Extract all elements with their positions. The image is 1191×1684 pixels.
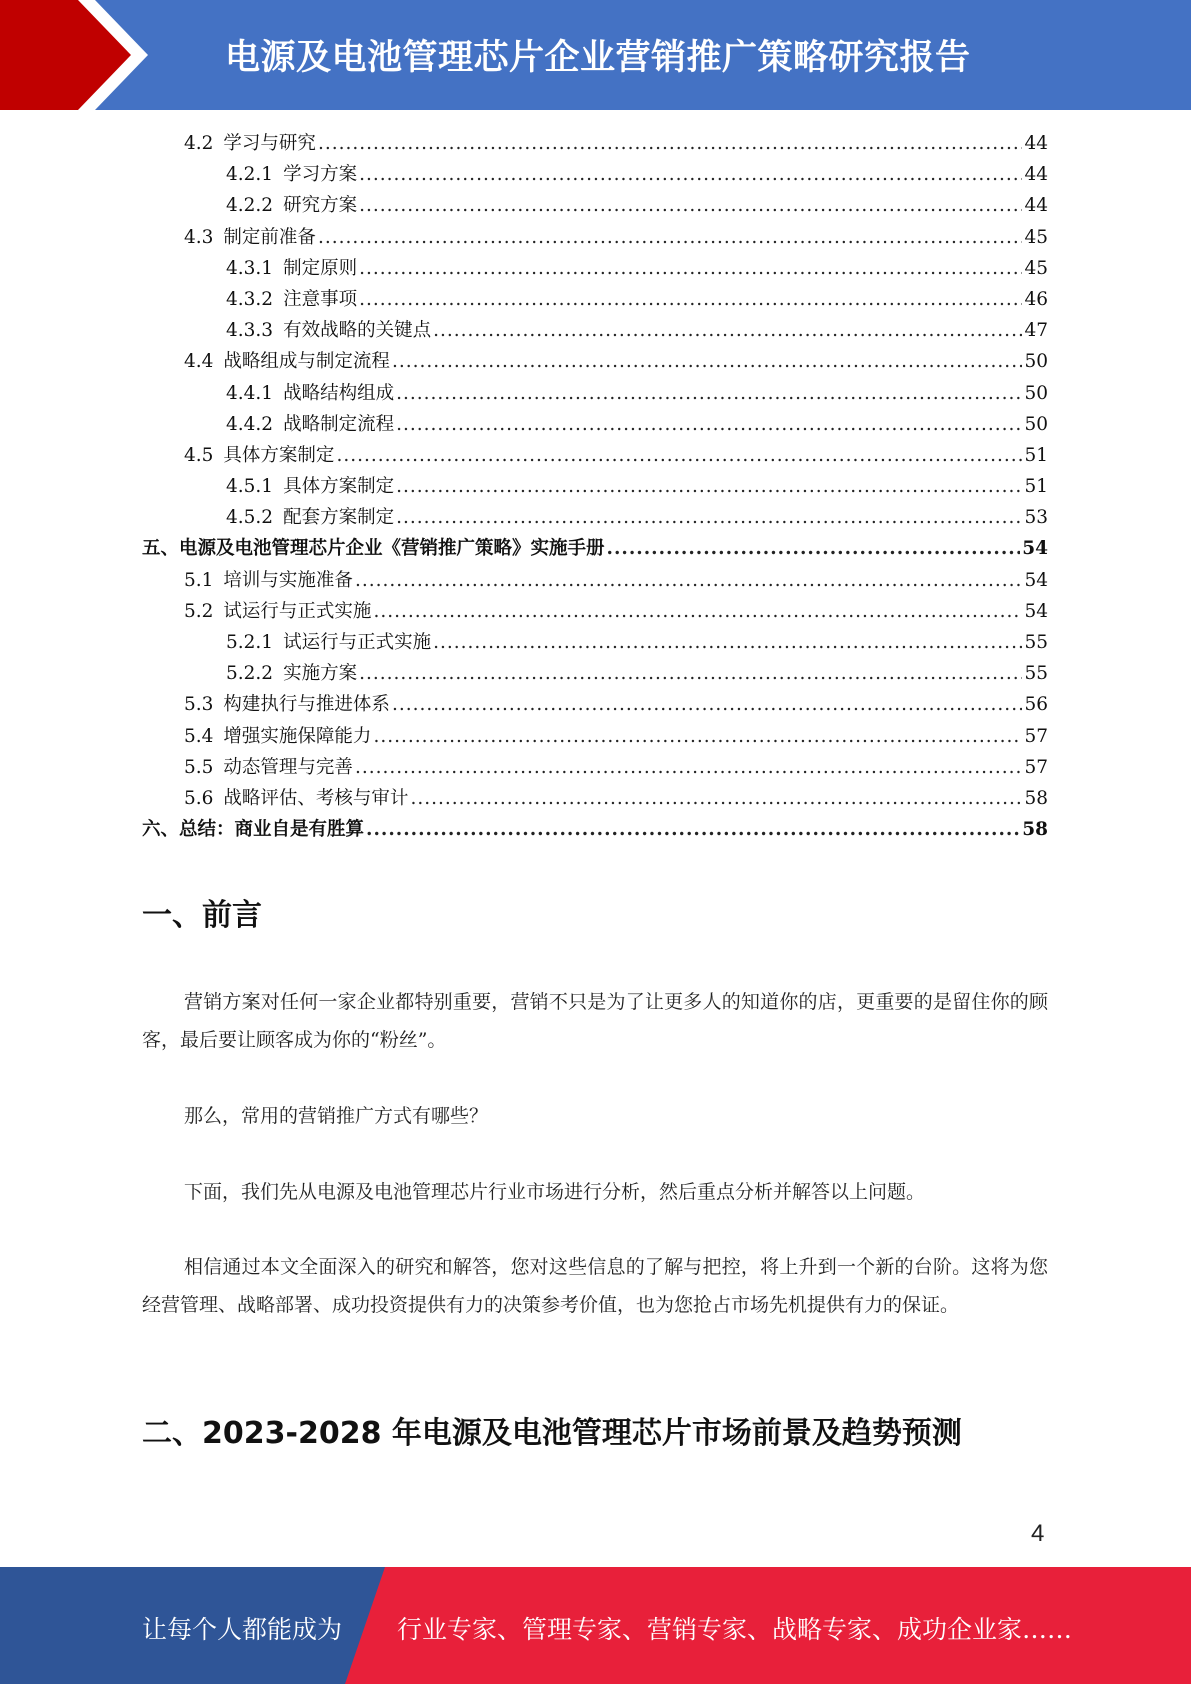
toc-entry-page: 53	[1024, 507, 1048, 529]
toc-entry-title: 学习方案	[283, 164, 358, 186]
page-number: 4	[1031, 1520, 1045, 1547]
toc-entry-title: 六、总结：商业自是有胜算	[142, 819, 365, 841]
toc-entry-number: 4.2.2	[226, 195, 274, 217]
toc-entry-title: 实施方案	[283, 663, 358, 685]
toc-entry-page: 56	[1024, 694, 1048, 716]
toc-entry[interactable]	[142, 409, 1048, 440]
toc-entry-number: 4.4	[184, 351, 214, 373]
toc-dot-leader	[396, 502, 1022, 533]
toc-entry[interactable]	[142, 596, 1048, 627]
toc-entry-title: 制定前准备	[223, 226, 316, 248]
toc-entry-number: 5.2.1	[226, 632, 274, 653]
toc-entry-page: 55	[1024, 632, 1048, 653]
toc-entry-title: 配套方案制定	[283, 507, 395, 529]
toc-dot-leader	[392, 346, 1023, 377]
toc-entry-title: 学习与研究	[223, 133, 316, 154]
toc-dot-leader	[355, 752, 1023, 783]
toc-entry-title: 试运行与正式实施	[283, 632, 432, 653]
toc-entry-number: 5.2	[184, 600, 214, 622]
toc-entry[interactable]	[142, 658, 1048, 689]
toc-entry-page: 51	[1024, 476, 1048, 498]
toc-entry[interactable]	[142, 627, 1048, 658]
toc-dot-leader	[366, 814, 1020, 845]
paragraph-question: 那么，常用的营销推广方式有哪些？	[184, 1105, 489, 1127]
toc-dot-leader	[433, 627, 1022, 658]
toc-entry-number: 4.5.2	[226, 507, 274, 529]
toc-entry-page: 44	[1024, 164, 1048, 186]
toc-entry[interactable]	[142, 502, 1048, 533]
toc-entry-number: 4.2	[184, 133, 214, 154]
toc-entry-page: 58	[1022, 819, 1048, 841]
toc-entry[interactable]	[142, 159, 1048, 190]
toc-entry-page: 45	[1024, 226, 1048, 248]
toc-dot-leader	[318, 222, 1023, 253]
toc-entry-title: 试运行与正式实施	[223, 600, 372, 622]
toc-entry[interactable]	[142, 253, 1048, 284]
toc-entry[interactable]	[142, 565, 1048, 596]
toc-entry-number: 4.3.2	[226, 288, 274, 310]
toc-entry-number: 4.3	[184, 226, 214, 248]
toc-entry-title: 具体方案制定	[283, 476, 395, 498]
toc-entry[interactable]	[142, 315, 1048, 346]
toc-entry-number: 4.3.3	[226, 320, 274, 342]
paragraph-value-statement: 相信通过本文全面深入的研究和解答，您对这些信息的了解与把控，将上升到一个新的台阶。这将为您经营管理、战略部署、成功投资提供有力的决策参考价值，也为您抢占市场先机提供有力的保证。	[142, 1256, 1048, 1316]
toc-entry-title: 具体方案制定	[223, 444, 335, 466]
page-footer	[0, 1567, 1191, 1684]
toc-entry-page: 58	[1024, 787, 1048, 809]
page-header	[0, 0, 1191, 110]
header-title: 电源及电池管理芯片企业营销推广策略研究报告	[225, 38, 971, 78]
toc-dot-leader	[396, 409, 1022, 440]
heading-market-forecast: 二、2023-2028 年电源及电池管理芯片市场前景及趋势预测	[142, 1416, 962, 1451]
paragraph-marketing-importance: 营销方案对任何一家企业都特别重要，营销不只是为了让更多人的知道你的店，更重要的是留住你的顾客，最后要让顾客成为你的“粉丝”。	[142, 991, 1048, 1051]
toc-entry-page: 44	[1024, 133, 1048, 154]
toc-entry[interactable]	[142, 378, 1048, 409]
toc-dot-leader	[318, 128, 1023, 159]
toc-entry-page: 54	[1022, 538, 1048, 560]
toc-entry-page: 50	[1024, 382, 1048, 404]
toc-entry-number: 5.4	[184, 725, 214, 747]
toc-dot-leader	[396, 378, 1022, 409]
toc-entry-number: 4.3.1	[226, 257, 274, 279]
toc-entry-page: 50	[1024, 351, 1048, 373]
toc-entry-number: 4.5	[184, 444, 214, 466]
toc-dot-leader	[373, 596, 1022, 627]
toc-entry-page: 46	[1024, 288, 1048, 310]
toc-entry[interactable]	[142, 471, 1048, 502]
toc-entry-title: 动态管理与完善	[223, 756, 353, 778]
toc-dot-leader	[607, 533, 1021, 564]
toc-entry-number: 5.5	[184, 756, 214, 778]
toc-entry[interactable]	[142, 440, 1048, 471]
toc-entry-title: 战略结构组成	[283, 382, 395, 404]
toc-entry-page: 54	[1024, 600, 1048, 622]
toc-entry-number: 5.3	[184, 694, 214, 716]
toc-entry[interactable]	[142, 533, 1048, 564]
toc-dot-leader	[355, 565, 1023, 596]
toc-entry-page: 44	[1024, 195, 1048, 217]
toc-entry[interactable]	[142, 752, 1048, 783]
toc-entry[interactable]	[142, 689, 1048, 720]
toc-entry-title: 注意事项	[283, 288, 358, 310]
toc-entry-number: 4.4.2	[226, 413, 274, 435]
header-arrow-graphic	[0, 0, 160, 110]
toc-entry-page: 47	[1024, 320, 1048, 342]
toc-entry[interactable]	[142, 284, 1048, 315]
toc-dot-leader	[359, 159, 1022, 190]
toc-entry-page: 57	[1024, 756, 1048, 778]
toc-entry-title: 制定原则	[283, 257, 358, 279]
toc-entry-number: 5.1	[184, 569, 214, 591]
toc-dot-leader	[359, 284, 1022, 315]
toc-dot-leader	[433, 315, 1022, 346]
toc-entry[interactable]	[142, 721, 1048, 752]
toc-entry-title: 战略制定流程	[283, 413, 395, 435]
toc-dot-leader	[359, 253, 1022, 284]
toc-entry-number: 4.4.1	[226, 382, 274, 404]
paragraph-analysis-plan: 下面，我们先从电源及电池管理芯片行业市场进行分析，然后重点分析并解答以上问题。	[184, 1181, 926, 1203]
toc-entry[interactable]	[142, 783, 1048, 814]
toc-entry-page: 54	[1024, 569, 1048, 591]
toc-entry[interactable]	[142, 128, 1048, 159]
toc-entry-title: 构建执行与推进体系	[223, 694, 390, 716]
toc-entry-title: 增强实施保障能力	[223, 725, 372, 747]
toc-entry-page: 51	[1024, 444, 1048, 466]
toc-entry-title: 战略评估、考核与审计	[223, 787, 409, 809]
toc-entry-page: 45	[1024, 257, 1048, 279]
toc-entry-page: 57	[1024, 725, 1048, 747]
toc-dot-leader	[392, 689, 1023, 720]
toc-dot-leader	[359, 190, 1022, 221]
toc-entry[interactable]	[142, 346, 1048, 377]
toc-dot-leader	[396, 471, 1022, 502]
toc-entry-title: 五、电源及电池管理芯片企业《营销推广策略》实施手册	[142, 538, 605, 560]
toc-entry-number: 5.2.2	[226, 663, 274, 685]
toc-entry[interactable]	[142, 222, 1048, 253]
toc-entry-page: 55	[1024, 663, 1048, 685]
toc-entry-title: 培训与实施准备	[223, 569, 353, 591]
toc-entry[interactable]	[142, 190, 1048, 221]
toc-entry-title: 研究方案	[283, 195, 358, 217]
toc-entry[interactable]	[142, 814, 1048, 845]
toc-dot-leader	[359, 658, 1022, 689]
toc-entry-page: 50	[1024, 413, 1048, 435]
toc-entry-number: 4.5.1	[226, 476, 274, 498]
toc-dot-leader	[410, 783, 1022, 814]
toc-entry-title: 有效战略的关键点	[283, 320, 432, 342]
toc-entry-title: 战略组成与制定流程	[223, 351, 390, 373]
table-of-contents	[142, 128, 1048, 845]
toc-dot-leader	[373, 721, 1022, 752]
toc-entry-number: 5.6	[184, 787, 214, 809]
heading-preface: 一、前言	[142, 898, 262, 933]
footer-slogan-right: 行业专家、管理专家、营销专家、战略专家、成功企业家……	[397, 1615, 1073, 1644]
toc-entry-number: 4.2.1	[226, 164, 274, 186]
footer-slogan-left: 让每个人都能成为	[142, 1615, 343, 1644]
toc-dot-leader	[336, 440, 1022, 471]
